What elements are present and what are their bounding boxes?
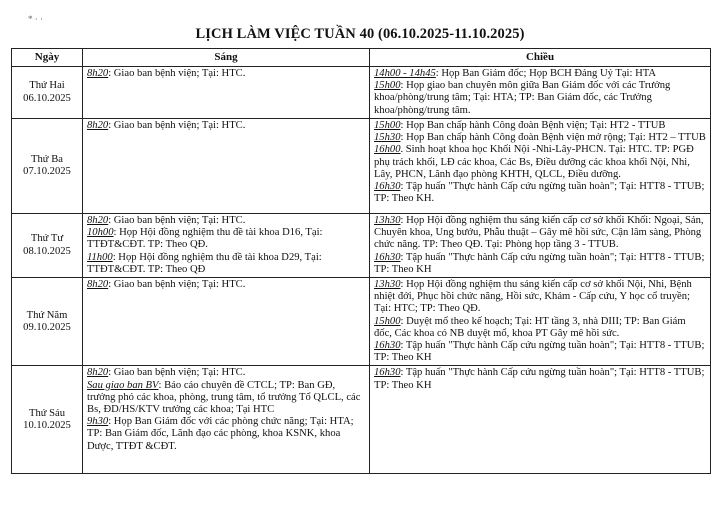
event-time: 8h20 [87,120,109,131]
event-time: 13h30 [374,215,401,226]
day-date: 06.10.2025 [23,92,71,104]
day-name: Thứ Hai [29,80,65,92]
day-name: Thứ Sáu [28,407,66,419]
event [374,279,706,316]
day-date: 08.10.2025 [23,245,71,257]
event [374,316,706,340]
event [374,68,706,80]
event [87,252,365,276]
event [87,367,365,379]
event [87,279,365,291]
event-text: : Giao ban bệnh viện; Tại: HTC. [108,68,246,79]
event [87,416,365,453]
event-time: 15h30 [374,132,401,144]
table-row [12,278,711,366]
day-name: Thứ Năm [26,309,68,321]
event [87,215,365,227]
table-row [12,119,711,214]
morning-cell [83,278,370,366]
day-name: Thứ Tư [30,233,64,245]
event-time: 11h00 [87,251,113,263]
event-time: 16h30 [374,367,401,379]
event-text: : Tập huấn "Thực hành Cấp cứu ngừng tuần hoàn"; Tại: HTT8 - TTUB; TP: Theo KH [374,251,705,275]
event-time: 15h00 [374,80,401,92]
event-text: : Tập huấn "Thực hành Cấp cứu ngừng tuần hoàn"; Tại: HTT8 - TTUB; TP: Theo KH. [374,181,705,205]
event-text: : Giao ban bệnh viện; Tại: HTC. [108,120,246,131]
event-text: : Họp Hội đồng nghiệm thu đề tài khoa D16, Tại: TTĐT&CĐT. TP: Theo QĐ. [87,227,323,251]
corner-mark: * · · [28,14,43,24]
day-date: 09.10.2025 [23,321,71,333]
event [374,120,706,132]
afternoon-cell [370,214,711,278]
event [374,340,706,364]
event-text: : Giao ban bệnh viện; Tại: HTC. [108,215,246,226]
afternoon-cell [370,366,711,474]
day-date: 07.10.2025 [23,166,71,177]
day-cell [12,366,83,474]
event-time: 16h30 [374,251,401,263]
event-time: 13h30 [374,279,401,291]
day-name: Thứ Ba [31,153,63,165]
morning-cell [83,67,370,119]
event-text: : Họp Ban Giám đốc với các phòng chức năng; Tại: HTA; TP: Ban Giám đốc, Lãnh đạo các phòng, khoa KSNK, khoa Dược, TTĐT &CĐT. [87,416,354,452]
event-time: 9h30 [87,416,109,428]
event-text: : Giao ban bệnh viện; Tại: HTC. [108,279,246,291]
event-time: 16h00 [374,144,401,156]
event [374,181,706,205]
event-text: . Sinh hoạt khoa học Khối Nội -Nhi-Lây-PHCN. Tại: HTC. TP: PGĐ phụ trách khối, LĐ các khoa, Các Bs, Điều dưỡng các khoa khối Nội, Nhi, Lây, PHCN, Lãnh đạo phòng KHTH, QLCL, Điều dưỡng. [374,144,694,180]
event-text: : Họp Ban chấp hành Công đoàn Bệnh viện mở rộng; Tại: HT2 – TTUB [400,132,706,144]
event [87,380,365,417]
day-cell [12,67,83,119]
event-text: : Họp Hội đồng nghiệm thu sáng kiến cấp cơ sở khối Nội, Nhi, Bệnh nhiệt đới, Phục hồi chức năng, Hồi sức, Khám - Cấp cứu, Y học cổ truyền; Tại: HTC; TP: Theo QĐ. [374,279,692,315]
event [374,215,706,252]
event-text: : Duyệt mổ theo kế hoạch; Tại: HT tầng 3, nhà DIII; TP: Ban Giám đốc, Các khoa có NB duyệt mổ, khoa PT Gây mê hồi sức. [374,315,686,339]
event-text: : Báo cáo chuyên đề CTCL; TP: Ban GĐ, trưởng phó các khoa, phòng, trung tâm, tổ trưởng Tổ QLCL, các Bs, ĐD/HS/KTV trưởng các khoa; Tại HTC [87,379,361,416]
morning-cell [83,366,370,474]
day-cell [12,119,83,214]
event [374,80,706,117]
morning-cell [83,119,370,214]
table-row [12,366,711,474]
event [374,252,706,276]
page-title: LỊCH LÀM VIỆC TUẦN 40 (06.10.2025-11.10.2025) [195,26,525,42]
event-text: : Tập huấn "Thực hành Cấp cứu ngừng tuần hoàn"; Tại: HTT8 - TTUB; TP: Theo KH [374,340,705,364]
event-time: 10h00 [87,227,114,239]
day-date: 10.10.2025 [23,419,71,431]
afternoon-cell [370,67,711,119]
event-time: 14h00 - 14h45 [374,68,436,79]
event-time: 8h20 [87,279,109,291]
header-day: Ngày [12,49,83,67]
table-row [12,214,711,278]
event-time: 15h00 [374,315,401,327]
header-afternoon: Chiều [370,49,711,67]
header-row [12,49,711,67]
header-morning: Sáng [83,49,370,67]
event-time: 8h20 [87,215,109,226]
event-time: Sau giao ban BV [87,379,159,391]
event-text: : Họp Hội đồng nghiệm thu đề tài khoa D29, Tại: TTĐT&CĐT. TP: Theo QĐ [87,251,322,275]
event-time: 8h20 [87,367,109,379]
event-time: 15h00 [374,120,401,131]
event-text: : Họp giao ban chuyên môn giữa Ban Giám đốc với các Trưởng khoa/phòng/trung tâm; Tại: HTA; TP: Ban Giám đốc, các Trưởng khoa/phòng/trung tâm. [374,80,671,116]
event-text: : Họp Hội đồng nghiệm thu sáng kiến cấp cơ sở khối Khối: Ngoại, Sản, Chuyên khoa, Ung bướu, Phẫu thuật – Gây mê hồi sức, Cận lâm sàng, Phòng chức năng. TP: Theo QĐ. Tại: Phòng họp tầng 3 - TTUB. [374,215,704,251]
day-cell [12,278,83,366]
afternoon-cell [370,278,711,366]
event [374,144,706,181]
event [87,120,365,132]
afternoon-cell [370,119,711,214]
event [87,227,365,251]
event [374,367,706,391]
event-text: : Họp Ban chấp hành Công đoàn Bệnh viện; Tại: HT2 - TTUB [400,120,666,131]
event-text: : Tập huấn "Thực hành Cấp cứu ngừng tuần hoàn"; Tại: HTT8 - TTUB; TP: Theo KH [374,367,705,391]
table-row [12,67,711,119]
day-cell [12,214,83,278]
event-text: : Họp Ban Giám đốc; Họp BCH Đảng Uỷ Tại: HTA [435,68,657,79]
event [374,132,706,144]
event [87,68,365,80]
morning-cell [83,214,370,278]
event-time: 16h30 [374,181,401,193]
event-time: 8h20 [87,68,109,79]
schedule-table [11,48,711,474]
event-text: : Giao ban bệnh viện; Tại: HTC. [108,367,246,379]
event-time: 16h30 [374,340,401,352]
